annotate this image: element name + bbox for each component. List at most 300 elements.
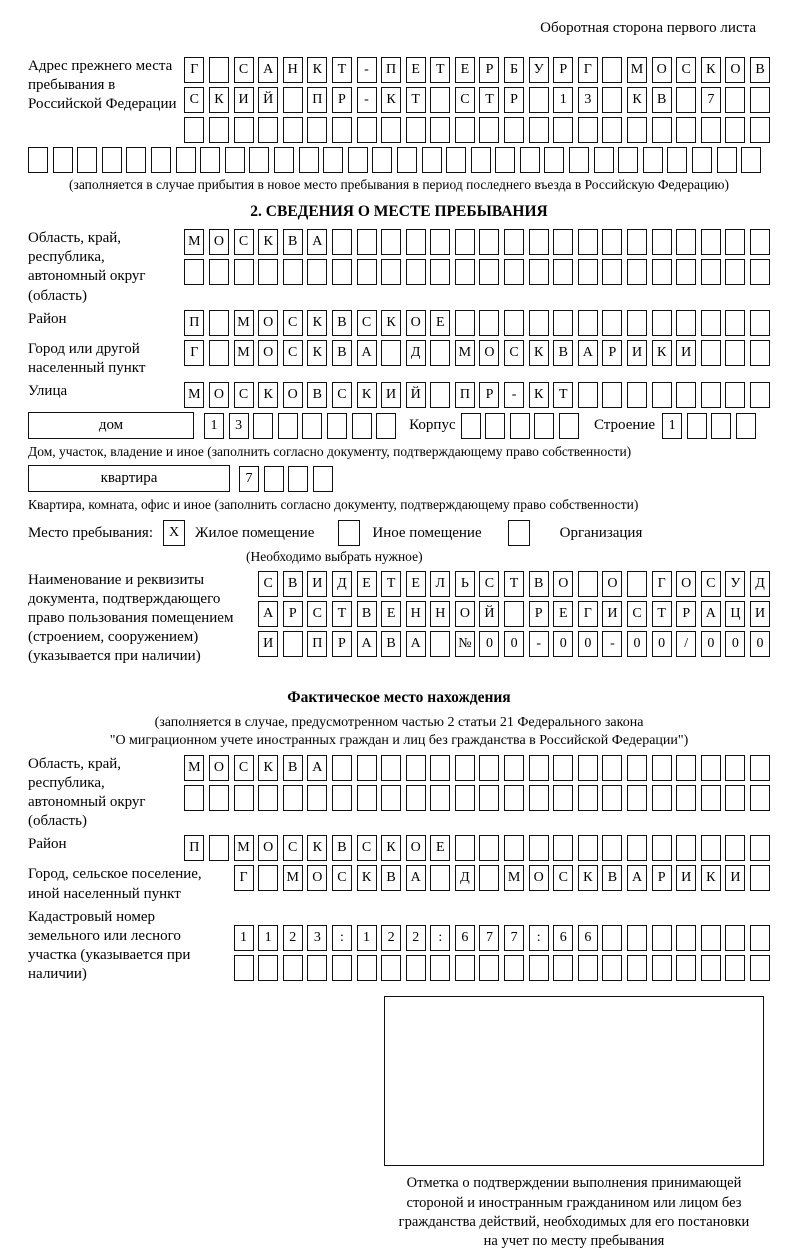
char-cell[interactable]	[283, 785, 303, 811]
char-cell[interactable]	[406, 755, 426, 781]
char-cell[interactable]: Г	[578, 601, 598, 627]
char-cell[interactable]: Ц	[725, 601, 745, 627]
residential-checkbox[interactable]: X	[163, 520, 185, 546]
char-cell[interactable]: В	[381, 865, 401, 891]
char-cell[interactable]: 2	[381, 925, 401, 951]
char-cell[interactable]: С	[701, 571, 721, 597]
char-cell[interactable]: С	[184, 87, 204, 113]
char-cell[interactable]: 3	[229, 413, 249, 439]
char-cell[interactable]: О	[602, 571, 622, 597]
char-cell[interactable]	[627, 259, 647, 285]
char-cell[interactable]: Л	[430, 571, 450, 597]
char-cell[interactable]	[406, 229, 426, 255]
char-cell[interactable]	[504, 601, 524, 627]
char-cell[interactable]: -	[357, 57, 377, 83]
char-cell[interactable]: Д	[750, 571, 770, 597]
char-cell[interactable]	[750, 835, 770, 861]
char-cell[interactable]	[627, 755, 647, 781]
char-cell[interactable]	[578, 117, 598, 143]
char-cell[interactable]: И	[381, 382, 401, 408]
char-cell[interactable]: О	[209, 229, 229, 255]
char-cell[interactable]: Т	[406, 87, 426, 113]
char-cell[interactable]: 0	[750, 631, 770, 657]
char-cell[interactable]: Е	[406, 57, 426, 83]
char-cell[interactable]	[376, 413, 396, 439]
char-cell[interactable]	[397, 147, 417, 173]
char-cell[interactable]	[578, 310, 598, 336]
char-cell[interactable]: А	[357, 340, 377, 366]
char-cell[interactable]: 0	[627, 631, 647, 657]
char-cell[interactable]: И	[676, 340, 696, 366]
char-cell[interactable]	[302, 413, 322, 439]
char-cell[interactable]: С	[627, 601, 647, 627]
char-cell[interactable]	[725, 229, 745, 255]
char-cell[interactable]: 0	[701, 631, 721, 657]
char-cell[interactable]: Е	[357, 571, 377, 597]
char-cell[interactable]: К	[258, 755, 278, 781]
char-cell[interactable]: Г	[578, 57, 598, 83]
char-cell[interactable]: Е	[430, 310, 450, 336]
char-cell[interactable]	[676, 382, 696, 408]
char-cell[interactable]	[627, 229, 647, 255]
char-cell[interactable]	[313, 466, 333, 492]
char-cell[interactable]: -	[529, 631, 549, 657]
char-cell[interactable]	[504, 785, 524, 811]
char-cell[interactable]	[352, 413, 372, 439]
char-cell[interactable]: 2	[406, 925, 426, 951]
char-cell[interactable]: А	[258, 601, 278, 627]
char-cell[interactable]	[258, 259, 278, 285]
char-cell[interactable]: -	[602, 631, 622, 657]
char-cell[interactable]: В	[357, 601, 377, 627]
char-cell[interactable]	[307, 117, 327, 143]
char-cell[interactable]	[288, 466, 308, 492]
char-cell[interactable]: В	[283, 755, 303, 781]
char-cell[interactable]	[307, 259, 327, 285]
char-cell[interactable]	[234, 955, 254, 981]
char-cell[interactable]	[529, 117, 549, 143]
char-cell[interactable]	[234, 259, 254, 285]
char-cell[interactable]	[602, 87, 622, 113]
char-cell[interactable]: 1	[234, 925, 254, 951]
char-cell[interactable]	[209, 259, 229, 285]
char-cell[interactable]: У	[725, 571, 745, 597]
char-cell[interactable]	[479, 865, 499, 891]
char-cell[interactable]	[627, 310, 647, 336]
char-cell[interactable]	[553, 835, 573, 861]
char-cell[interactable]: 1	[662, 413, 682, 439]
char-cell[interactable]	[701, 259, 721, 285]
char-cell[interactable]: А	[578, 340, 598, 366]
char-cell[interactable]	[676, 87, 696, 113]
char-cell[interactable]: Г	[184, 340, 204, 366]
char-cell[interactable]: А	[307, 229, 327, 255]
char-cell[interactable]: Д	[406, 340, 426, 366]
char-cell[interactable]: :	[332, 925, 352, 951]
char-cell[interactable]: В	[529, 571, 549, 597]
char-cell[interactable]	[504, 755, 524, 781]
char-cell[interactable]: Р	[332, 631, 352, 657]
char-cell[interactable]: Г	[234, 865, 254, 891]
char-cell[interactable]	[553, 785, 573, 811]
char-cell[interactable]	[553, 117, 573, 143]
char-cell[interactable]: А	[307, 755, 327, 781]
char-cell[interactable]	[455, 955, 475, 981]
char-cell[interactable]	[430, 229, 450, 255]
char-cell[interactable]: А	[357, 631, 377, 657]
char-cell[interactable]: Д	[455, 865, 475, 891]
char-cell[interactable]: Е	[430, 835, 450, 861]
char-cell[interactable]	[479, 755, 499, 781]
char-cell[interactable]	[430, 87, 450, 113]
char-cell[interactable]	[553, 259, 573, 285]
char-cell[interactable]: С	[332, 382, 352, 408]
char-cell[interactable]	[627, 955, 647, 981]
char-cell[interactable]	[258, 955, 278, 981]
char-cell[interactable]: Т	[479, 87, 499, 113]
char-cell[interactable]	[578, 382, 598, 408]
char-cell[interactable]	[283, 259, 303, 285]
char-cell[interactable]: В	[332, 835, 352, 861]
char-cell[interactable]	[479, 117, 499, 143]
char-cell[interactable]	[264, 466, 284, 492]
char-cell[interactable]	[602, 955, 622, 981]
char-cell[interactable]	[750, 785, 770, 811]
char-cell[interactable]: О	[307, 865, 327, 891]
char-cell[interactable]: К	[381, 87, 401, 113]
char-cell[interactable]	[357, 785, 377, 811]
char-cell[interactable]	[357, 117, 377, 143]
char-cell[interactable]	[553, 310, 573, 336]
char-cell[interactable]	[471, 147, 491, 173]
char-cell[interactable]: О	[529, 865, 549, 891]
char-cell[interactable]	[278, 413, 298, 439]
char-cell[interactable]: К	[578, 865, 598, 891]
char-cell[interactable]	[406, 955, 426, 981]
char-cell[interactable]: В	[602, 865, 622, 891]
char-cell[interactable]: Р	[652, 865, 672, 891]
char-cell[interactable]	[725, 340, 745, 366]
char-cell[interactable]	[479, 835, 499, 861]
char-cell[interactable]: О	[209, 382, 229, 408]
char-cell[interactable]	[652, 925, 672, 951]
char-cell[interactable]	[602, 117, 622, 143]
char-cell[interactable]	[77, 147, 97, 173]
char-cell[interactable]: К	[258, 382, 278, 408]
char-cell[interactable]	[741, 147, 761, 173]
char-cell[interactable]	[479, 955, 499, 981]
char-cell[interactable]: 0	[578, 631, 598, 657]
char-cell[interactable]	[676, 785, 696, 811]
char-cell[interactable]	[627, 785, 647, 811]
char-cell[interactable]	[602, 835, 622, 861]
char-cell[interactable]	[578, 259, 598, 285]
char-cell[interactable]: М	[234, 340, 254, 366]
char-cell[interactable]	[307, 785, 327, 811]
char-cell[interactable]: Г	[184, 57, 204, 83]
char-cell[interactable]: А	[406, 865, 426, 891]
char-cell[interactable]	[725, 259, 745, 285]
char-cell[interactable]: О	[258, 835, 278, 861]
char-cell[interactable]	[643, 147, 663, 173]
char-cell[interactable]: У	[529, 57, 549, 83]
char-cell[interactable]	[283, 117, 303, 143]
char-cell[interactable]	[209, 310, 229, 336]
char-cell[interactable]: Т	[332, 601, 352, 627]
char-cell[interactable]: О	[455, 601, 475, 627]
char-cell[interactable]: В	[283, 571, 303, 597]
char-cell[interactable]	[479, 259, 499, 285]
char-cell[interactable]: 0	[504, 631, 524, 657]
char-cell[interactable]: А	[701, 601, 721, 627]
char-cell[interactable]: Е	[406, 571, 426, 597]
char-cell[interactable]	[544, 147, 564, 173]
char-cell[interactable]: М	[627, 57, 647, 83]
char-cell[interactable]: О	[725, 57, 745, 83]
char-cell[interactable]	[652, 785, 672, 811]
char-cell[interactable]	[725, 955, 745, 981]
char-cell[interactable]: 0	[652, 631, 672, 657]
char-cell[interactable]: Р	[504, 87, 524, 113]
char-cell[interactable]	[504, 117, 524, 143]
char-cell[interactable]: О	[258, 310, 278, 336]
char-cell[interactable]: К	[381, 310, 401, 336]
char-cell[interactable]: В	[652, 87, 672, 113]
char-cell[interactable]	[209, 785, 229, 811]
char-cell[interactable]	[627, 925, 647, 951]
char-cell[interactable]	[717, 147, 737, 173]
char-cell[interactable]	[234, 117, 254, 143]
char-cell[interactable]	[485, 413, 505, 439]
char-cell[interactable]: М	[455, 340, 475, 366]
char-cell[interactable]	[750, 955, 770, 981]
char-cell[interactable]: Р	[602, 340, 622, 366]
char-cell[interactable]: В	[750, 57, 770, 83]
char-cell[interactable]	[725, 382, 745, 408]
char-cell[interactable]: Ь	[455, 571, 475, 597]
char-cell[interactable]	[627, 117, 647, 143]
char-cell[interactable]: С	[234, 229, 254, 255]
char-cell[interactable]: 7	[239, 466, 259, 492]
char-cell[interactable]	[676, 835, 696, 861]
char-cell[interactable]	[184, 259, 204, 285]
char-cell[interactable]	[283, 87, 303, 113]
char-cell[interactable]: А	[406, 631, 426, 657]
char-cell[interactable]	[200, 147, 220, 173]
char-cell[interactable]	[701, 755, 721, 781]
char-cell[interactable]	[676, 259, 696, 285]
char-cell[interactable]: С	[357, 835, 377, 861]
char-cell[interactable]: М	[504, 865, 524, 891]
char-cell[interactable]: К	[381, 835, 401, 861]
char-cell[interactable]	[510, 413, 530, 439]
char-cell[interactable]	[381, 117, 401, 143]
char-cell[interactable]	[299, 147, 319, 173]
char-cell[interactable]	[553, 755, 573, 781]
char-cell[interactable]: А	[258, 57, 278, 83]
char-cell[interactable]: И	[750, 601, 770, 627]
char-cell[interactable]	[676, 755, 696, 781]
char-cell[interactable]	[750, 229, 770, 255]
char-cell[interactable]: 6	[578, 925, 598, 951]
char-cell[interactable]: О	[209, 755, 229, 781]
char-cell[interactable]: 0	[553, 631, 573, 657]
char-cell[interactable]	[725, 117, 745, 143]
char-cell[interactable]	[258, 785, 278, 811]
char-cell[interactable]: 3	[578, 87, 598, 113]
char-cell[interactable]	[455, 229, 475, 255]
char-cell[interactable]: К	[307, 310, 327, 336]
char-cell[interactable]	[455, 835, 475, 861]
char-cell[interactable]	[652, 259, 672, 285]
char-cell[interactable]: О	[283, 382, 303, 408]
char-cell[interactable]	[578, 835, 598, 861]
char-cell[interactable]: К	[307, 835, 327, 861]
char-cell[interactable]: С	[455, 87, 475, 113]
char-cell[interactable]	[602, 925, 622, 951]
char-cell[interactable]: М	[184, 755, 204, 781]
char-cell[interactable]	[381, 785, 401, 811]
char-cell[interactable]: С	[258, 571, 278, 597]
char-cell[interactable]	[430, 785, 450, 811]
char-cell[interactable]	[455, 259, 475, 285]
char-cell[interactable]	[357, 259, 377, 285]
char-cell[interactable]	[283, 955, 303, 981]
char-cell[interactable]: С	[479, 571, 499, 597]
char-cell[interactable]	[258, 117, 278, 143]
char-cell[interactable]	[151, 147, 171, 173]
char-cell[interactable]: 7	[701, 87, 721, 113]
char-cell[interactable]: №	[455, 631, 475, 657]
char-cell[interactable]	[602, 229, 622, 255]
char-cell[interactable]: М	[184, 229, 204, 255]
char-cell[interactable]	[578, 955, 598, 981]
char-cell[interactable]: Т	[430, 57, 450, 83]
char-cell[interactable]	[725, 310, 745, 336]
char-cell[interactable]	[701, 925, 721, 951]
char-cell[interactable]	[357, 229, 377, 255]
char-cell[interactable]: С	[676, 57, 696, 83]
char-cell[interactable]: С	[234, 382, 254, 408]
char-cell[interactable]	[258, 865, 278, 891]
char-cell[interactable]	[253, 413, 273, 439]
char-cell[interactable]	[578, 571, 598, 597]
char-cell[interactable]	[381, 955, 401, 981]
char-cell[interactable]	[332, 755, 352, 781]
char-cell[interactable]	[725, 925, 745, 951]
char-cell[interactable]: О	[553, 571, 573, 597]
char-cell[interactable]: 0	[479, 631, 499, 657]
char-cell[interactable]	[701, 382, 721, 408]
char-cell[interactable]	[381, 259, 401, 285]
char-cell[interactable]	[529, 955, 549, 981]
char-cell[interactable]: О	[479, 340, 499, 366]
char-cell[interactable]: 3	[307, 925, 327, 951]
char-cell[interactable]	[701, 310, 721, 336]
char-cell[interactable]: Р	[479, 382, 499, 408]
char-cell[interactable]: К	[357, 382, 377, 408]
char-cell[interactable]	[529, 229, 549, 255]
char-cell[interactable]	[725, 755, 745, 781]
char-cell[interactable]	[725, 785, 745, 811]
char-cell[interactable]: 1	[258, 925, 278, 951]
char-cell[interactable]: П	[455, 382, 475, 408]
char-cell[interactable]: К	[529, 340, 549, 366]
char-cell[interactable]: С	[504, 340, 524, 366]
char-cell[interactable]	[381, 229, 401, 255]
char-cell[interactable]: В	[332, 340, 352, 366]
char-cell[interactable]	[750, 925, 770, 951]
char-cell[interactable]	[225, 147, 245, 173]
char-cell[interactable]: С	[553, 865, 573, 891]
char-cell[interactable]	[701, 340, 721, 366]
char-cell[interactable]: Е	[553, 601, 573, 627]
char-cell[interactable]: Р	[529, 601, 549, 627]
char-cell[interactable]	[553, 229, 573, 255]
char-cell[interactable]	[701, 955, 721, 981]
char-cell[interactable]	[725, 835, 745, 861]
char-cell[interactable]	[184, 785, 204, 811]
char-cell[interactable]	[602, 785, 622, 811]
char-cell[interactable]: Т	[381, 571, 401, 597]
char-cell[interactable]	[652, 310, 672, 336]
char-cell[interactable]: К	[652, 340, 672, 366]
char-cell[interactable]	[559, 413, 579, 439]
char-cell[interactable]	[750, 310, 770, 336]
char-cell[interactable]	[430, 340, 450, 366]
char-cell[interactable]	[461, 413, 481, 439]
char-cell[interactable]: С	[234, 57, 254, 83]
char-cell[interactable]	[327, 413, 347, 439]
char-cell[interactable]: 7	[479, 925, 499, 951]
other-premises-checkbox[interactable]	[338, 520, 360, 546]
char-cell[interactable]	[725, 87, 745, 113]
char-cell[interactable]: Й	[406, 382, 426, 408]
char-cell[interactable]: К	[357, 865, 377, 891]
char-cell[interactable]: Т	[332, 57, 352, 83]
char-cell[interactable]: Н	[406, 601, 426, 627]
char-cell[interactable]	[446, 147, 466, 173]
char-cell[interactable]: И	[234, 87, 254, 113]
char-cell[interactable]	[406, 259, 426, 285]
char-cell[interactable]	[652, 835, 672, 861]
char-cell[interactable]: М	[184, 382, 204, 408]
char-cell[interactable]	[750, 865, 770, 891]
char-cell[interactable]: П	[307, 87, 327, 113]
char-cell[interactable]	[504, 955, 524, 981]
char-cell[interactable]	[422, 147, 442, 173]
char-cell[interactable]	[430, 117, 450, 143]
char-cell[interactable]	[750, 382, 770, 408]
char-cell[interactable]	[209, 340, 229, 366]
char-cell[interactable]	[569, 147, 589, 173]
char-cell[interactable]: Т	[504, 571, 524, 597]
char-cell[interactable]: Е	[381, 601, 401, 627]
char-cell[interactable]	[332, 955, 352, 981]
char-cell[interactable]	[529, 835, 549, 861]
char-cell[interactable]	[750, 259, 770, 285]
char-cell[interactable]	[274, 147, 294, 173]
char-cell[interactable]	[430, 865, 450, 891]
char-cell[interactable]	[430, 382, 450, 408]
char-cell[interactable]: К	[529, 382, 549, 408]
char-cell[interactable]	[667, 147, 687, 173]
char-cell[interactable]: Г	[652, 571, 672, 597]
char-cell[interactable]	[701, 785, 721, 811]
char-cell[interactable]	[504, 229, 524, 255]
char-cell[interactable]	[594, 147, 614, 173]
organization-checkbox[interactable]	[508, 520, 530, 546]
